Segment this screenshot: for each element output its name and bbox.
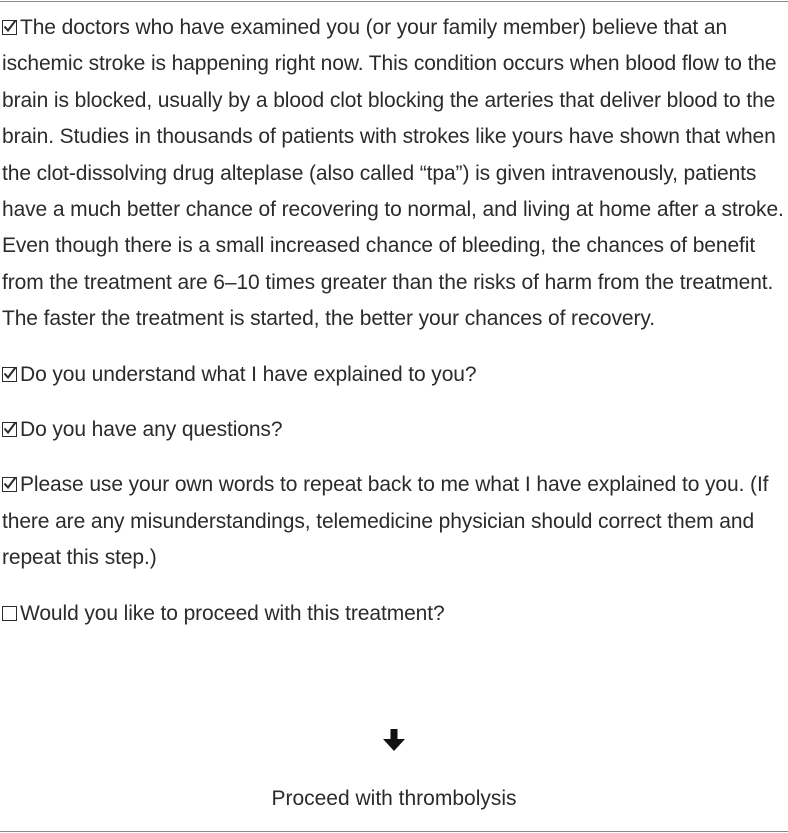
checklist-item-text: Do you have any questions? [20, 418, 283, 442]
checklist-item-understand [2, 357, 786, 393]
checklist-item-text: Do you understand what I have explained to you? [20, 362, 477, 386]
arrow-down-icon [380, 727, 408, 755]
checklist-item-questions [2, 412, 786, 448]
checkbox-checked-icon[interactable] [2, 422, 17, 437]
consent-checklist [2, 10, 786, 632]
checklist-item-text: Please use your own words to repeat back to me what I have explained to you. (If there are any misunderstandings, telemedicine physician should correct them and repeat this step.) [2, 473, 769, 570]
checkbox-unchecked-icon[interactable] [2, 606, 17, 621]
checklist-item-proceed-question [2, 596, 786, 632]
checkbox-checked-icon[interactable] [2, 20, 17, 35]
proceed-with-thrombolysis-label: Proceed with thrombolysis [271, 787, 517, 810]
top-rule [0, 1, 788, 2]
checklist-item-explanation [2, 10, 786, 338]
bottom-rule [0, 831, 788, 832]
checklist-item-text: Would you like to proceed with this treatment? [20, 601, 445, 625]
checklist-item-repeat-back [2, 467, 786, 576]
checkbox-checked-icon[interactable] [2, 367, 17, 382]
checklist-item-text: The doctors who have examined you (or your family member) believe that an ischemic stroke is happening right now. This condition occurs when blood flow to the brain is blocked, usually by a blood clot blocking the arteries that deliver blood to the brain. Studies in thousands of patients with strokes like yours have shown that when the clot-dissolving drug alteplase (also called “tpa”) is given intravenously, patients have a much better chance of recovering to normal, and living at home after a stroke. Even though there is a small increased chance of bleeding, the chances of benefit from the treatment are 6–10 times greater than the risks of harm from the treatment. The faster the treatment is started, the better your chances of recovery. [2, 16, 784, 331]
checkbox-checked-icon[interactable] [2, 477, 17, 492]
